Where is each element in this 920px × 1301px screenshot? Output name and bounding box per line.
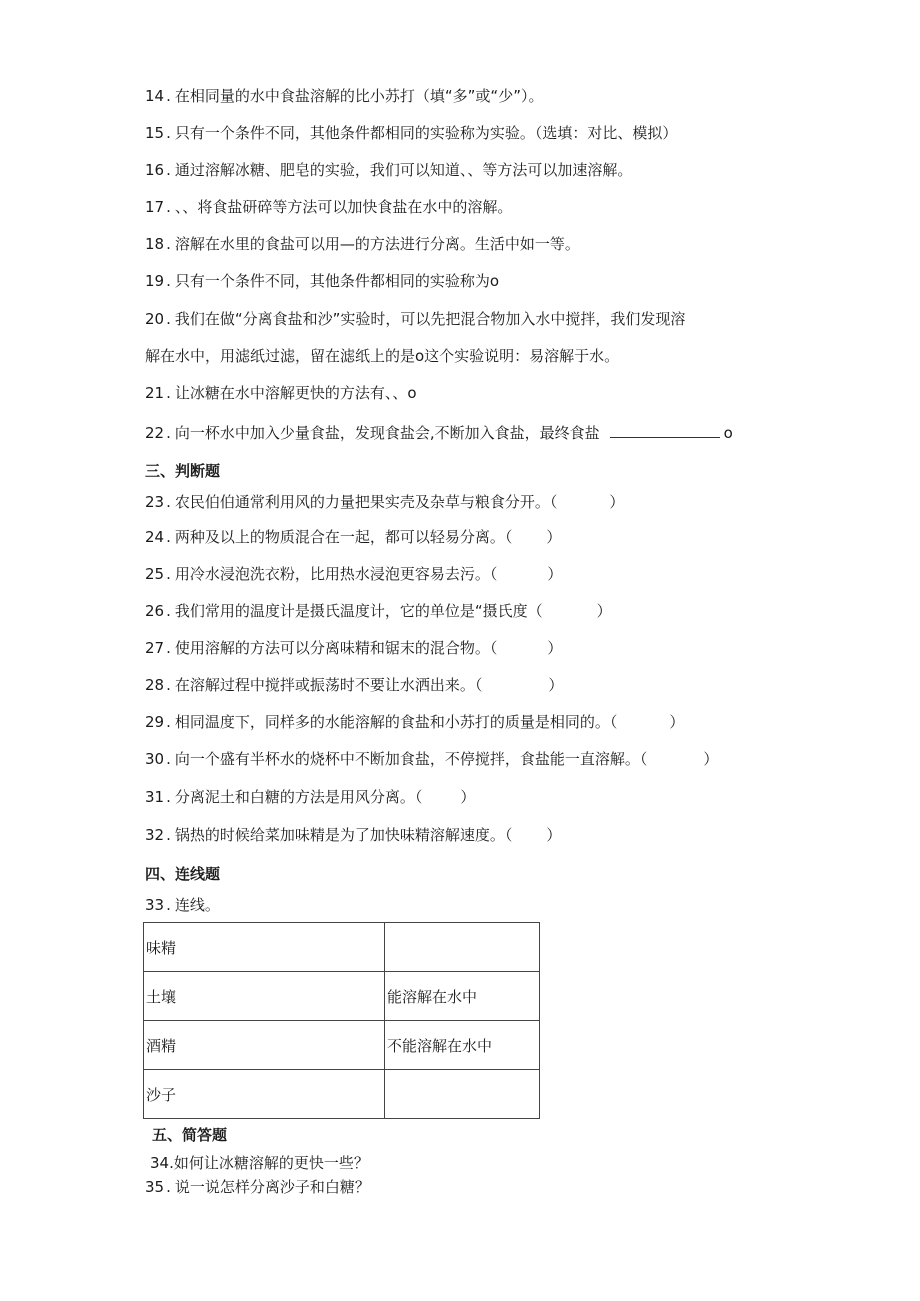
question-22: 22 . 向一杯水中加入少量食盐，发现食盐会,不断加入食盐，最终食盐 o (145, 424, 733, 442)
table-cell: 味精 (144, 923, 385, 972)
answer-blank[interactable] (610, 425, 720, 438)
question-15: 15 . 只有一个条件不同，其他条件都相同的实验称为实验。（选填：对比、模拟） (145, 124, 678, 142)
question-25: 25 . 用冷水浸泡洗衣粉，比用热水浸泡更容易去污。（ ） (145, 565, 563, 583)
question-34: 34.如何让冰糖溶解的更快一些？ (150, 1154, 369, 1172)
question-33: 33 . 连线。 (145, 896, 220, 914)
question-29: 29 . 相同温度下，同样多的水能溶解的食盐和小苏打的质量是相同的。（ ） (145, 713, 685, 731)
section-heading-judge: 三、判断题 (145, 462, 221, 480)
question-16: 16 . 通过溶解冰糖、肥皂的实验，我们可以知道、、等方法可以加速溶解。 (145, 161, 633, 179)
table-row (144, 923, 540, 972)
table-row (144, 1021, 540, 1070)
section-heading-matching: 四、连线题 (145, 865, 221, 883)
question-30: 30 . 向一个盛有半杯水的烧杯中不断加食盐，不停搅拌，食盐能一直溶解。（ ） (145, 750, 719, 768)
question-20: 20 . 我们在做“分离食盐和沙”实验时，可以先把混合物加入水中搅拌，我们发现溶 (145, 310, 686, 328)
question-28: 28 . 在溶解过程中搅拌或振荡时不要让水洒出来。（ ） (145, 676, 564, 694)
question-31: 31 . 分离泥土和白糖的方法是用风分离。（ ） (145, 788, 476, 806)
question-18: 18 . 溶解在水里的食盐可以用—的方法进行分离。生活中如一等。 (145, 235, 580, 253)
question-35: 35 . 说一说怎样分离沙子和白糖？ (145, 1178, 370, 1196)
question-32: 32 . 锅热的时候给菜加味精是为了加快味精溶解速度。（ ） (145, 826, 562, 844)
table-row (144, 972, 540, 1021)
question-27: 27 . 使用溶解的方法可以分离味精和锯末的混合物。（ ） (145, 639, 563, 657)
question-20-continued: 解在水中，用滤纸过滤，留在滤纸上的是o这个实验说明：易溶解于水。 (145, 347, 620, 365)
question-14: 14 . 在相同量的水中食盐溶解的比小苏打（填“多”或“少”）。 (145, 87, 544, 105)
section-heading-short-answer: 五、简答题 (152, 1126, 228, 1144)
table-cell: 不能溶解在水中 (385, 1021, 540, 1070)
question-17: 17 . 、、将食盐研碎等方法可以加快食盐在水中的溶解。 (145, 198, 513, 216)
table-cell (385, 923, 540, 972)
matching-table (143, 922, 540, 1119)
question-23: 23 . 农民伯伯通常利用风的力量把果实壳及杂草与粮食分开。（ ） (145, 493, 625, 511)
question-21: 21 . 让冰糖在水中溶解更快的方法有、、o (145, 384, 417, 402)
table-cell: 沙子 (144, 1070, 385, 1119)
table-cell: 土壤 (144, 972, 385, 1021)
question-19: 19 . 只有一个条件不同，其他条件都相同的实验称为o (145, 272, 500, 290)
question-24: 24 . 两种及以上的物质混合在一起，都可以轻易分离。（ ） (145, 528, 562, 546)
table-row (144, 1070, 540, 1119)
table-cell (385, 1070, 540, 1119)
question-26: 26 . 我们常用的温度计是摄氏温度计，它的单位是“摄氏度（ ） (145, 602, 612, 620)
table-cell: 酒精 (144, 1021, 385, 1070)
table-cell: 能溶解在水中 (385, 972, 540, 1021)
